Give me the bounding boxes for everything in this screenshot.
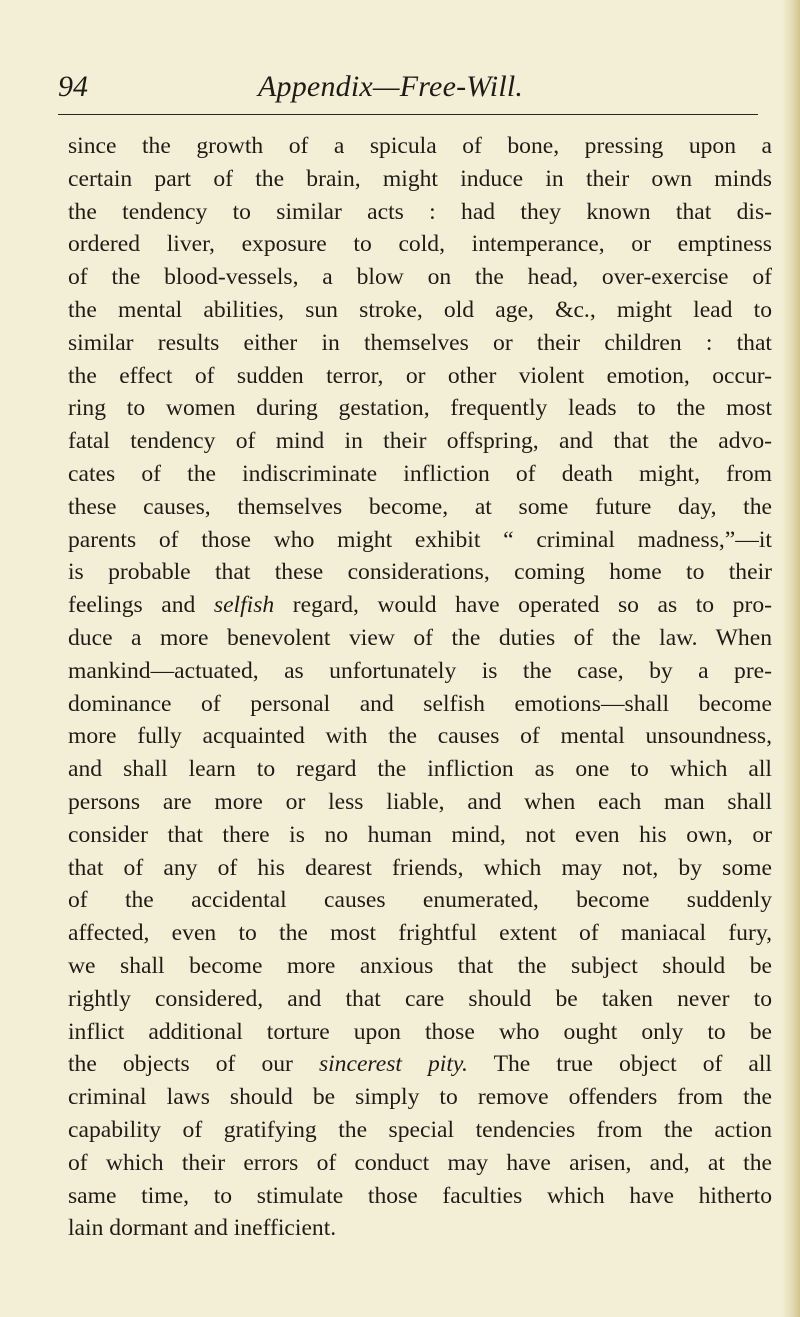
text-segment: affected, even to the most frightful extent of maniacal fury, xyxy=(68,920,772,947)
text-segment: lain dormant and inefficient. xyxy=(68,1215,337,1242)
text-line xyxy=(68,261,772,294)
text-segment: the tendency to similar acts : had they known that dis- xyxy=(68,198,772,225)
text-segment: similar results either in themselves or their children : that xyxy=(68,329,772,356)
text-line xyxy=(68,622,772,655)
text-segment: persons are more or less liable, and when each man shall xyxy=(68,788,772,815)
text-segment: the mental abilities, sun stroke, old age, &c., might lead to xyxy=(68,296,772,323)
text-line xyxy=(68,524,772,557)
text-line xyxy=(68,392,772,425)
text-line xyxy=(68,196,772,229)
text-segment: inflict additional torture upon those who ought only to be xyxy=(68,1018,772,1045)
text-segment: regard, would have operated so as to pro- xyxy=(274,592,772,619)
text-line xyxy=(68,130,772,163)
text-line xyxy=(68,1147,772,1180)
text-line xyxy=(68,720,772,753)
text-segment: same time, to stimulate those faculties which have hitherto xyxy=(68,1182,772,1209)
page-edge-shading xyxy=(782,0,800,1317)
text-segment: mankind—actuated, as unfortunately is the case, by a pre- xyxy=(68,657,772,684)
text-line xyxy=(68,852,772,885)
text-segment: dominance of personal and selfish emotions—shall become xyxy=(68,690,772,717)
text-segment: of which their errors of conduct may have arisen, and, at the xyxy=(68,1149,772,1176)
text-segment: ordered liver, exposure to cold, intemperance, or emptiness xyxy=(68,231,772,258)
text-line xyxy=(68,589,772,622)
italic-emphasis: selfish xyxy=(213,592,275,619)
text-segment: of the accidental causes enumerated, become suddenly xyxy=(68,887,772,914)
text-segment: ring to women during gestation, frequently leads to the most xyxy=(68,395,772,422)
text-segment: fatal tendency of mind in their offspring, and that the advo- xyxy=(68,428,772,455)
text-line xyxy=(68,491,772,524)
text-line xyxy=(68,688,772,721)
text-line xyxy=(68,819,772,852)
text-segment: is probable that these considerations, coming home to their xyxy=(68,559,772,586)
text-segment: of the blood-vessels, a blow on the head, over-exercise of xyxy=(68,264,772,291)
text-segment: that of any of his dearest friends, which may not, by some xyxy=(68,854,772,881)
text-line xyxy=(68,228,772,261)
text-line xyxy=(68,163,772,196)
text-line xyxy=(68,950,772,983)
text-segment: certain part of the brain, might induce in their own minds xyxy=(68,165,772,192)
text-segment: capability of gratifying the special tendencies from the action xyxy=(68,1116,772,1143)
text-line xyxy=(68,917,772,950)
text-segment: these causes, themselves become, at some future day, the xyxy=(68,493,772,520)
text-segment: rightly considered, and that care should be taken never to xyxy=(68,985,772,1012)
text-line xyxy=(68,983,772,1016)
text-line xyxy=(68,327,772,360)
running-head-title: Appendix—Free-Will. xyxy=(258,70,524,103)
text-line xyxy=(68,360,772,393)
text-line xyxy=(68,425,772,458)
text-line xyxy=(68,753,772,786)
text-line xyxy=(68,786,772,819)
page-number: 94 xyxy=(58,70,88,103)
text-segment: duce a more benevolent view of the duties of the law. When xyxy=(68,624,772,651)
text-line xyxy=(68,655,772,688)
body-text xyxy=(68,130,772,1245)
text-line xyxy=(68,1114,772,1147)
text-segment: parents of those who might exhibit “ criminal madness,”—it xyxy=(68,526,772,553)
text-segment: the objects of our xyxy=(68,1051,319,1078)
text-line xyxy=(68,1180,772,1213)
text-line xyxy=(68,1048,772,1081)
text-line xyxy=(68,1081,772,1114)
text-line xyxy=(68,1016,772,1049)
text-segment: and shall learn to regard the infliction as one to which all xyxy=(68,756,772,783)
text-line xyxy=(68,1212,772,1245)
text-line xyxy=(68,294,772,327)
text-segment: criminal laws should be simply to remove offenders from the xyxy=(68,1084,772,1111)
text-line xyxy=(68,458,772,491)
italic-emphasis: sincerest pity. xyxy=(318,1051,468,1078)
text-segment: since the growth of a spicula of bone, pressing upon a xyxy=(68,133,772,159)
text-segment: more fully acquainted with the causes of mental unsoundness, xyxy=(68,723,772,750)
text-segment: feelings and xyxy=(68,592,214,619)
text-line xyxy=(68,884,772,917)
running-head xyxy=(58,68,778,112)
text-segment: the effect of sudden terror, or other violent emotion, occur- xyxy=(68,362,772,389)
text-segment: cates of the indiscriminate infliction of death might, from xyxy=(68,460,772,487)
text-segment: consider that there is no human mind, not even his own, or xyxy=(68,821,772,848)
text-line xyxy=(68,556,772,589)
text-segment: The true object of all xyxy=(467,1051,772,1078)
header-rule xyxy=(58,114,758,115)
text-segment: we shall become more anxious that the subject should be xyxy=(68,952,772,979)
